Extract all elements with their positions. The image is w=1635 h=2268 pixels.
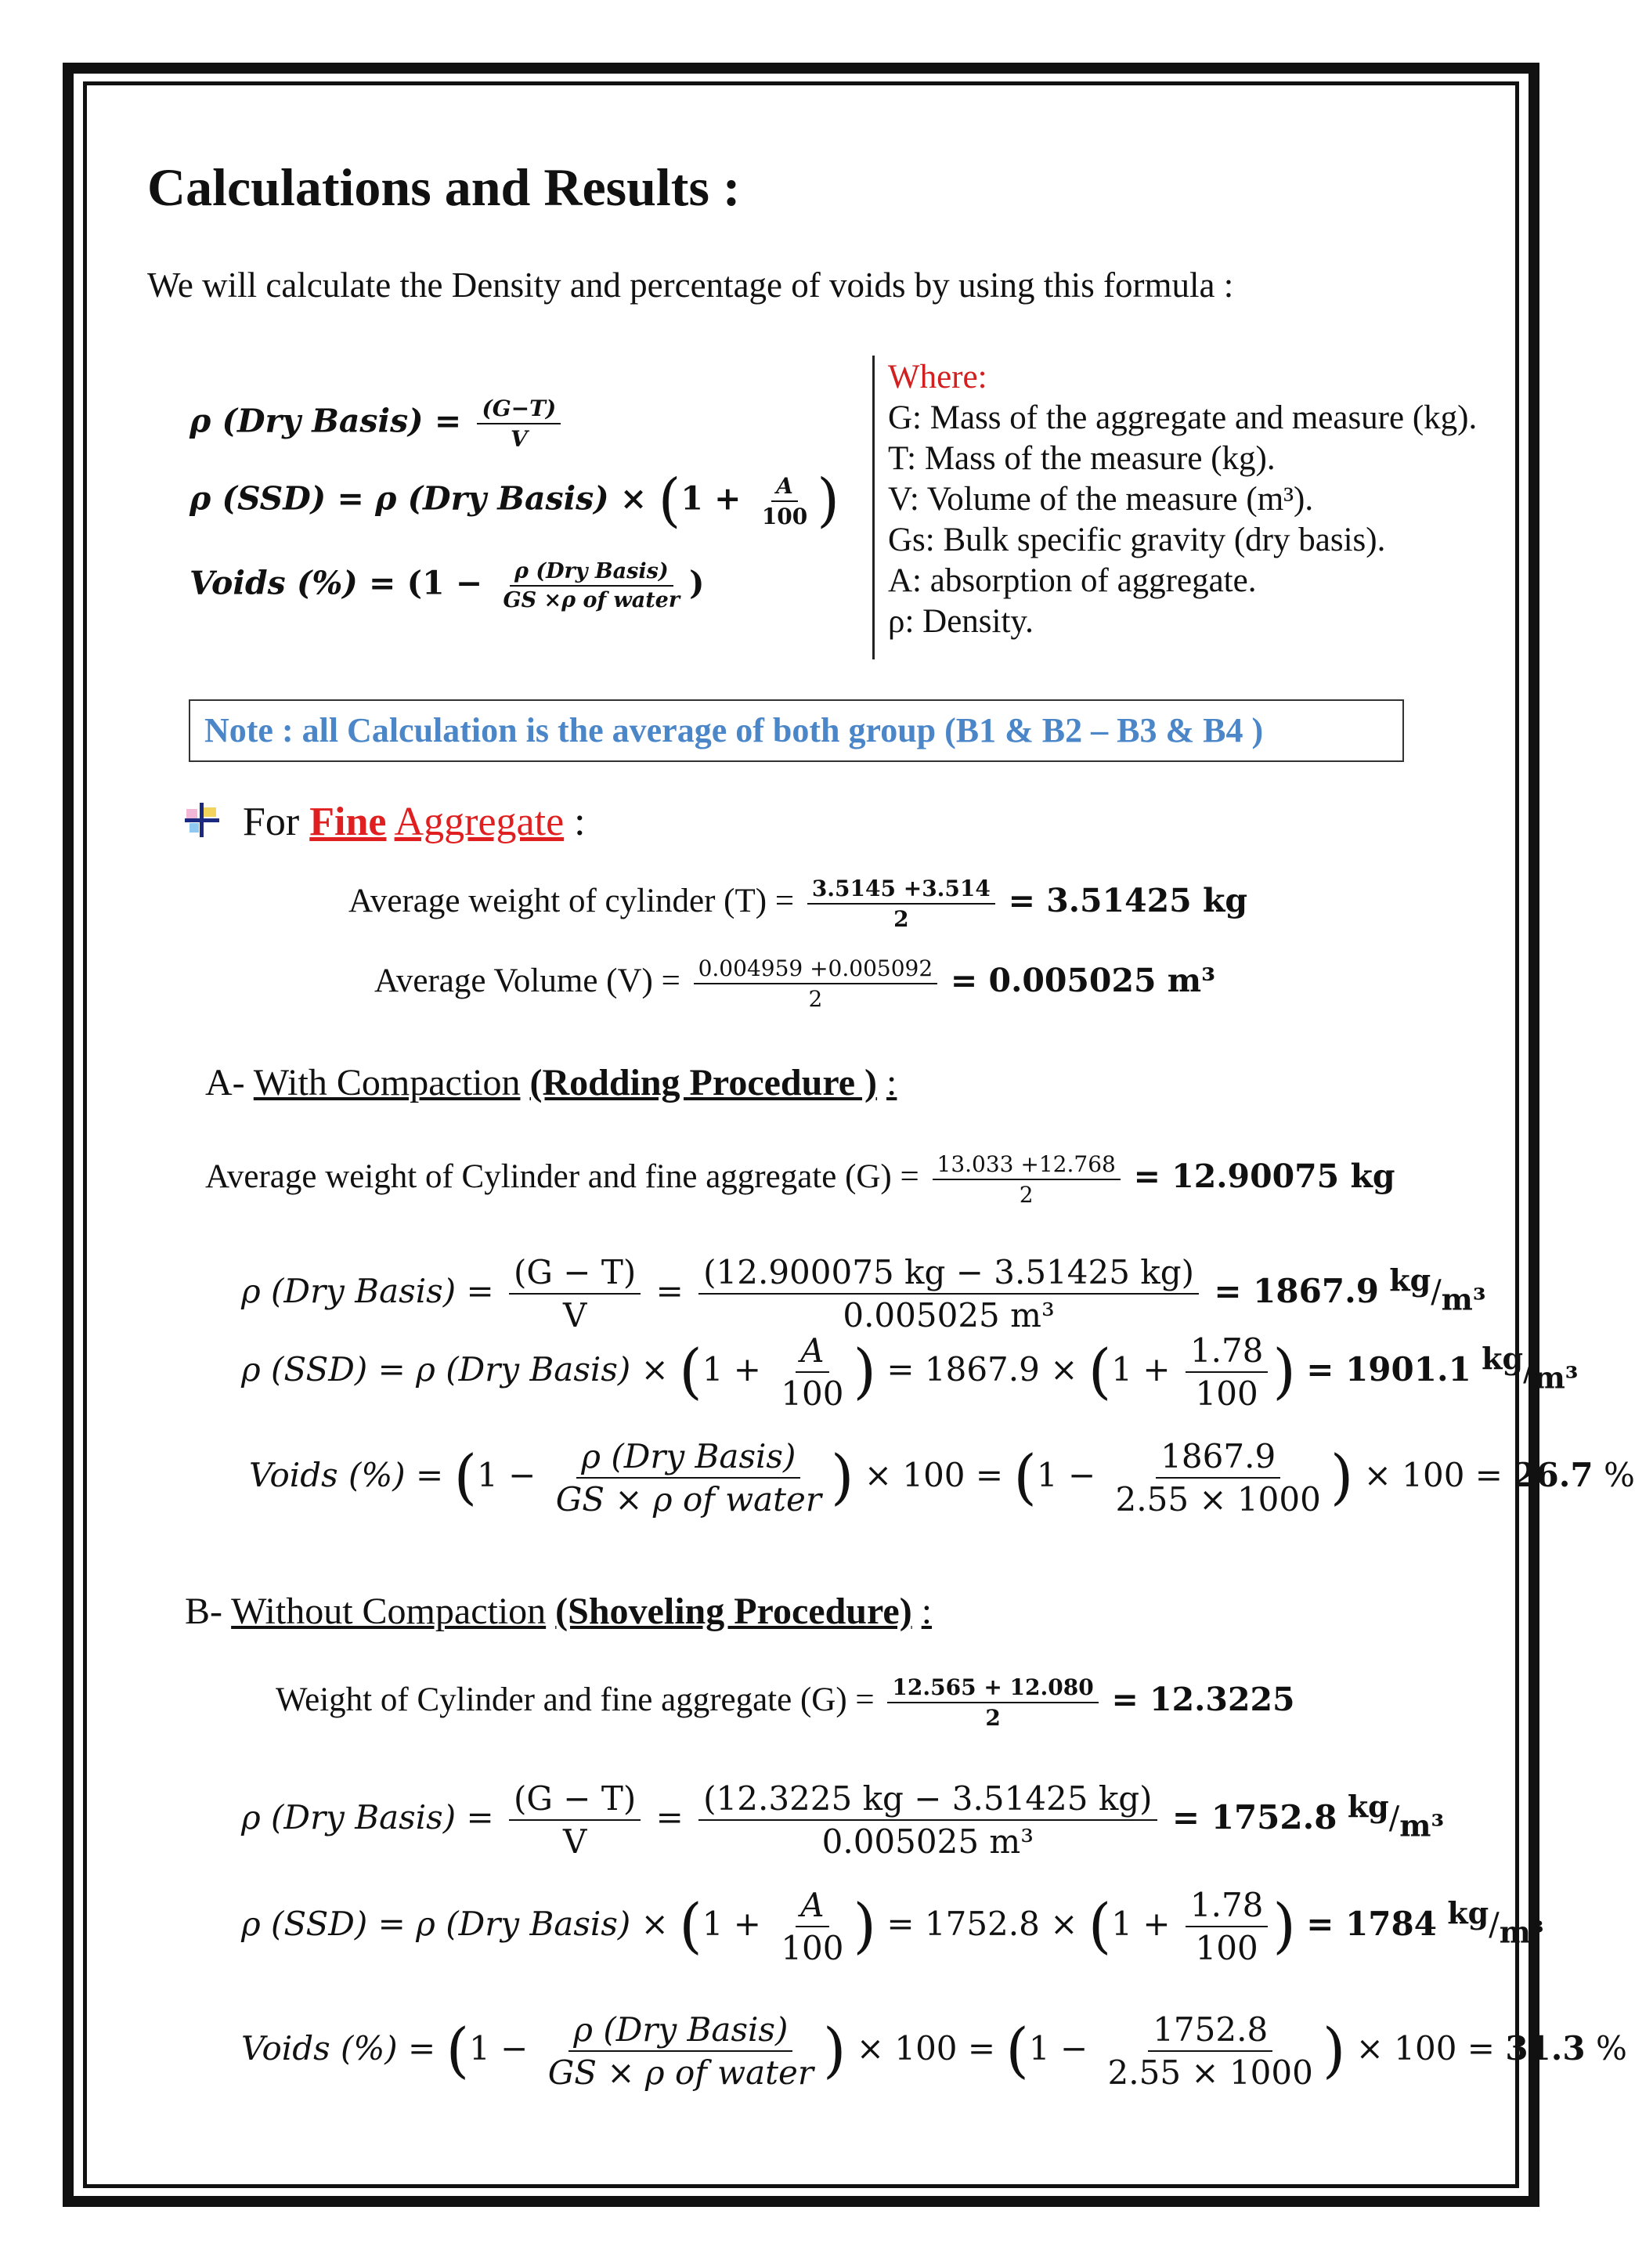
equation-term: 1 − xyxy=(469,2029,529,2068)
denominator: 100 xyxy=(781,1929,844,1967)
equation-term: × 100 = xyxy=(856,2029,996,2068)
where-title: Where: xyxy=(888,359,987,395)
row-result: = 12.3225 xyxy=(1111,1680,1295,1718)
denominator: 2 xyxy=(985,1705,1001,1731)
equation-result: 31.3 xyxy=(1505,2029,1586,2068)
denominator: V xyxy=(562,1296,587,1334)
row-label: Weight of Cylinder and fine aggregate (G) = xyxy=(276,1681,875,1718)
denominator: V xyxy=(562,1822,587,1861)
percent-sign: % xyxy=(1595,2029,1627,2068)
denominator: 0.005025 m³ xyxy=(821,1822,1034,1861)
unit-denominator: m³ xyxy=(1441,1281,1486,1317)
section-a-heading xyxy=(205,1061,897,1104)
heading-prefix: A- xyxy=(205,1062,245,1103)
heading-procedure: (Rodding Procedure ) xyxy=(529,1062,878,1103)
fraction xyxy=(698,1779,1157,1861)
equation-term: 1 − xyxy=(1028,2029,1088,2068)
note-box: Note : all Calculation is the average of both group (B1 & B2 – B3 & B4 ) xyxy=(189,699,1404,762)
paren-open: ( xyxy=(679,1337,702,1407)
numerator: 1.78 xyxy=(1186,1886,1269,1927)
equation-result: = 1867.9 xyxy=(1214,1272,1379,1310)
numerator: 0.004959 +0.005092 xyxy=(694,955,938,984)
denominator: GS × ρ of water xyxy=(555,1480,821,1519)
numerator: A xyxy=(771,473,798,502)
heading-suffix: : xyxy=(886,1062,897,1103)
numerator: (G − T) xyxy=(509,1253,641,1295)
numerator: 1752.8 xyxy=(1148,2010,1272,2052)
fraction xyxy=(776,1331,848,1413)
unit-numerator: kg xyxy=(1447,1895,1489,1930)
equation-lhs: ρ (SSD) = ρ (Dry Basis) × xyxy=(241,1905,669,1943)
fraction xyxy=(1186,1886,1269,1967)
heading-suffix: : xyxy=(574,800,586,844)
fraction xyxy=(551,1437,826,1519)
numerator: (G − T) xyxy=(509,1779,641,1821)
paren-close: ) xyxy=(1272,1337,1296,1407)
fraction xyxy=(807,876,995,932)
numerator: (12.3225 kg − 3.51425 kg) xyxy=(698,1779,1157,1821)
fraction xyxy=(757,473,812,529)
row-label: Average weight of Cylinder and fine aggregate (G) = xyxy=(205,1157,919,1195)
numerator: ρ (Dry Basis) xyxy=(510,559,673,587)
equation-term: × 100 = xyxy=(1355,2029,1495,2068)
numerator: 13.033 +12.768 xyxy=(933,1151,1121,1180)
fraction xyxy=(1103,2010,1318,2092)
intro-text: We will calculate the Density and percentage of voids by using this formula : xyxy=(147,265,1234,305)
equation-result: 26.7 xyxy=(1513,1456,1593,1494)
paren-close: ) xyxy=(817,467,840,534)
where-line: A: absorption of aggregate. xyxy=(888,562,1257,599)
where-line: ρ: Density. xyxy=(888,603,1034,640)
fraction xyxy=(698,1253,1199,1334)
fine-aggregate-heading xyxy=(243,799,586,845)
formula-term: ) xyxy=(689,564,705,602)
equation-term: = 1752.8 × xyxy=(886,1905,1078,1943)
denominator: GS ×ρ of water xyxy=(503,588,680,612)
paren-open: ( xyxy=(1005,2016,1029,2086)
fraction xyxy=(509,1779,641,1861)
equation-term: 1 + xyxy=(1111,1350,1171,1389)
paren-close: ) xyxy=(853,1337,876,1407)
equation-result: = 1784 xyxy=(1306,1905,1437,1943)
equation-result: = 1901.1 xyxy=(1306,1350,1471,1389)
row-result: = 3.51425 kg xyxy=(1008,881,1248,919)
section-b-heading xyxy=(185,1590,932,1633)
equation-lhs: Voids (%) = xyxy=(241,2029,436,2068)
section-a-g-row xyxy=(205,1151,1395,1208)
equation-term: = 1867.9 × xyxy=(886,1350,1078,1389)
equation-term: × 100 = xyxy=(864,1456,1004,1494)
paren-close: ) xyxy=(1272,1891,1296,1961)
row-label: Average Volume (V) = xyxy=(374,962,680,999)
page-title: Calculations and Results : xyxy=(147,157,741,217)
paren-close: ) xyxy=(830,1443,854,1512)
unit-numerator: kg xyxy=(1389,1262,1431,1298)
unit-denominator: m³ xyxy=(1499,1914,1544,1950)
section-a-dry-basis: ρ (Dry Basis) = $\frac{(G - T)}{V}$ = $\frac{(12.900075 kg - 3.51425 kg)}{\text{0.005025 m³}}$ = 1867.9 kg/m³ xyxy=(241,1253,1486,1334)
heading-suffix: : xyxy=(921,1591,933,1632)
percent-sign: % xyxy=(1603,1456,1635,1494)
denominator: V xyxy=(510,426,528,452)
formula-voids xyxy=(189,559,705,612)
fraction xyxy=(509,1253,641,1334)
section-a-ssd: ρ (SSD) = ρ (Dry Basis) × (1 + $\frac{A}{100}$ ) = 1867.9 × (1 + $\frac{1.78}{100}$ ) = 1901.1 kg/m³ xyxy=(241,1331,1579,1413)
heading-prefix: B- xyxy=(185,1591,222,1632)
formula-lhs: ρ (Dry Basis) = xyxy=(189,402,462,440)
section-b-voids xyxy=(241,2010,1627,2092)
denominator: 2 xyxy=(1019,1182,1034,1208)
denominator: 0.005025 m³ xyxy=(843,1296,1055,1334)
average-t-row xyxy=(348,876,1247,932)
formula-dry-basis xyxy=(189,395,565,452)
denominator: 2.55 × 1000 xyxy=(1107,2053,1313,2092)
numerator: A xyxy=(796,1331,828,1373)
equation-term: 1 + xyxy=(702,1905,761,1943)
row-result: = 12.90075 kg xyxy=(1133,1157,1395,1195)
where-legend xyxy=(888,357,1477,642)
numerator: 1.78 xyxy=(1186,1331,1269,1373)
fraction xyxy=(887,1674,1098,1731)
unit-numerator: kg xyxy=(1482,1341,1524,1376)
paren-open: ( xyxy=(1088,1891,1112,1961)
numerator: ρ (Dry Basis) xyxy=(576,1437,800,1479)
numerator: 1867.9 xyxy=(1156,1437,1280,1479)
section-b-ssd: ρ (SSD) = ρ (Dry Basis) × (1 + $\frac{A}{100}$ ) = 1752.8 × (1 + $\frac{1.78}{100}$ ) = 1784 kg/m³ xyxy=(241,1886,1544,1967)
fraction xyxy=(499,559,685,612)
bullet-icon xyxy=(183,801,221,839)
equation-lhs: ρ (Dry Basis) = xyxy=(241,1272,494,1310)
heading-procedure: (Shoveling Procedure) xyxy=(555,1591,912,1632)
fraction xyxy=(543,2010,818,2092)
fraction xyxy=(1186,1331,1269,1413)
fraction xyxy=(694,955,938,1012)
equation-lhs: ρ (SSD) = ρ (Dry Basis) × xyxy=(241,1350,669,1389)
numerator: 12.565 + 12.080 xyxy=(887,1674,1098,1703)
heading-label: Without Compaction xyxy=(231,1591,547,1632)
equation-result: = 1752.8 xyxy=(1171,1798,1337,1836)
paren-open: ( xyxy=(679,1891,702,1961)
formula-ssd xyxy=(189,467,840,534)
fraction xyxy=(776,1886,848,1967)
where-line: V: Volume of the measure (m³). xyxy=(888,481,1314,518)
numerator: (12.900075 kg − 3.51425 kg) xyxy=(698,1253,1199,1295)
numerator: (G−T) xyxy=(477,395,561,424)
equation-term: × 100 = xyxy=(1363,1456,1503,1494)
unit-denominator: m³ xyxy=(1533,1360,1579,1396)
fraction xyxy=(1111,1437,1326,1519)
heading-fine: Fine xyxy=(309,800,387,844)
denominator: GS × ρ of water xyxy=(547,2053,814,2092)
denominator: 100 xyxy=(781,1374,844,1413)
where-divider xyxy=(872,356,875,659)
equation-lhs: ρ (Dry Basis) = xyxy=(241,1798,494,1836)
equals-sign: = xyxy=(655,1272,684,1310)
denominator: 2 xyxy=(808,986,823,1012)
section-b-dry-basis: ρ (Dry Basis) = $\frac{(G - T)}{V}$ = $\frac{(12.3225 kg - 3.51425 kg)}{\text{0.005025 m³}}$ = 1752.8 kg/m³ xyxy=(241,1779,1445,1861)
paren-open: ( xyxy=(1088,1337,1112,1407)
equation-term: 1 + xyxy=(702,1350,761,1389)
row-result: = 0.005025 m³ xyxy=(950,961,1216,999)
row-label: Average weight of cylinder (T) = xyxy=(348,882,795,919)
formula-lhs: ρ (SSD) = ρ (Dry Basis) × xyxy=(189,479,648,518)
equation-term: 1 − xyxy=(1036,1456,1096,1494)
numerator: 3.5145 +3.514 xyxy=(807,876,995,905)
where-line: G: Mass of the aggregate and measure (kg). xyxy=(888,399,1478,436)
heading-label: With Compaction xyxy=(253,1062,521,1103)
fraction xyxy=(933,1151,1121,1208)
paren-open: ( xyxy=(446,2016,470,2086)
section-a-voids xyxy=(249,1437,1635,1519)
equals-sign: = xyxy=(655,1798,684,1836)
heading-aggregate: Aggregate xyxy=(394,800,565,844)
denominator: 100 xyxy=(761,503,808,529)
fraction xyxy=(477,395,561,452)
equation-lhs: Voids (%) = xyxy=(249,1456,444,1494)
paren-open: ( xyxy=(1013,1443,1037,1512)
paren-close: ) xyxy=(822,2016,846,2086)
formula-term: 1 + xyxy=(680,479,742,518)
paren-close: ) xyxy=(1322,2016,1346,2086)
denominator: 100 xyxy=(1195,1374,1258,1413)
where-line: T: Mass of the measure (kg). xyxy=(888,440,1276,477)
denominator: 100 xyxy=(1195,1929,1258,1967)
equation-term: 1 − xyxy=(477,1456,536,1494)
equation-term: 1 + xyxy=(1111,1905,1171,1943)
paren-close: ) xyxy=(1330,1443,1354,1512)
formula-term: (1 − xyxy=(406,564,483,602)
section-b-g-row xyxy=(276,1674,1295,1731)
paren-open: ( xyxy=(658,467,681,534)
average-v-row xyxy=(374,955,1215,1012)
unit-denominator: m³ xyxy=(1399,1808,1445,1844)
where-line: Gs: Bulk specific gravity (dry basis). xyxy=(888,522,1386,558)
unit-numerator: kg xyxy=(1347,1789,1389,1824)
denominator: 2 xyxy=(893,906,909,932)
formula-lhs: Voids (%) = xyxy=(189,564,396,602)
paren-close: ) xyxy=(853,1891,876,1961)
numerator: ρ (Dry Basis) xyxy=(568,2010,792,2052)
denominator: 2.55 × 1000 xyxy=(1115,1480,1321,1519)
heading-prefix: For xyxy=(243,800,300,844)
numerator: A xyxy=(796,1886,828,1927)
paren-open: ( xyxy=(453,1443,478,1512)
